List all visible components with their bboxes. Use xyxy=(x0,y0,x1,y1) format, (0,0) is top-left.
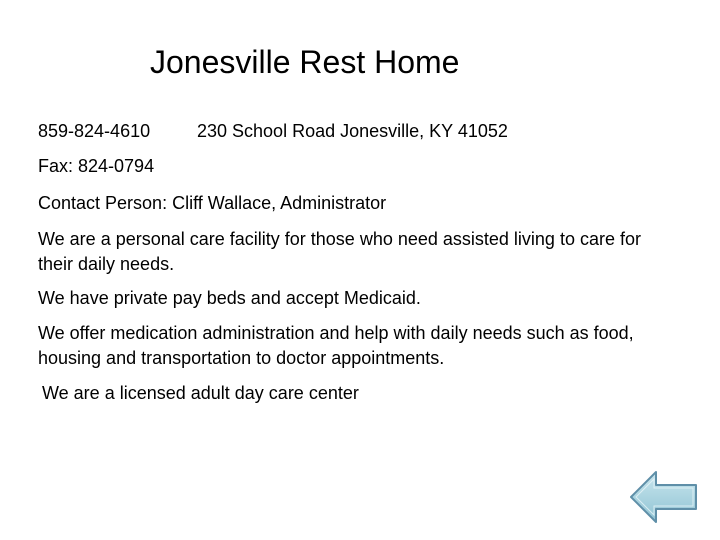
address: 230 School Road Jonesville, KY 41052 xyxy=(197,121,508,141)
back-arrow-icon xyxy=(630,470,698,524)
description-paragraph-1: We are a personal care facility for those who need assisted living to care for their daily needs. xyxy=(38,229,641,274)
phone-number: 859-824-4610 xyxy=(38,121,151,141)
description-paragraph-4: We are a licensed adult day care center xyxy=(42,383,359,403)
description-paragraph-2: We have private pay beds and accept Medicaid. xyxy=(38,288,421,308)
contact-person: Contact Person: Cliff Wallace, Administrator xyxy=(38,193,387,213)
description-paragraph-3: We offer medication administration and help with daily needs such as food, housing and transportation to doctor appointments. xyxy=(38,323,634,368)
fax-number: Fax: 824-0794 xyxy=(38,156,155,176)
back-button[interactable] xyxy=(630,470,698,524)
page-title: Jonesville Rest Home xyxy=(150,44,460,80)
